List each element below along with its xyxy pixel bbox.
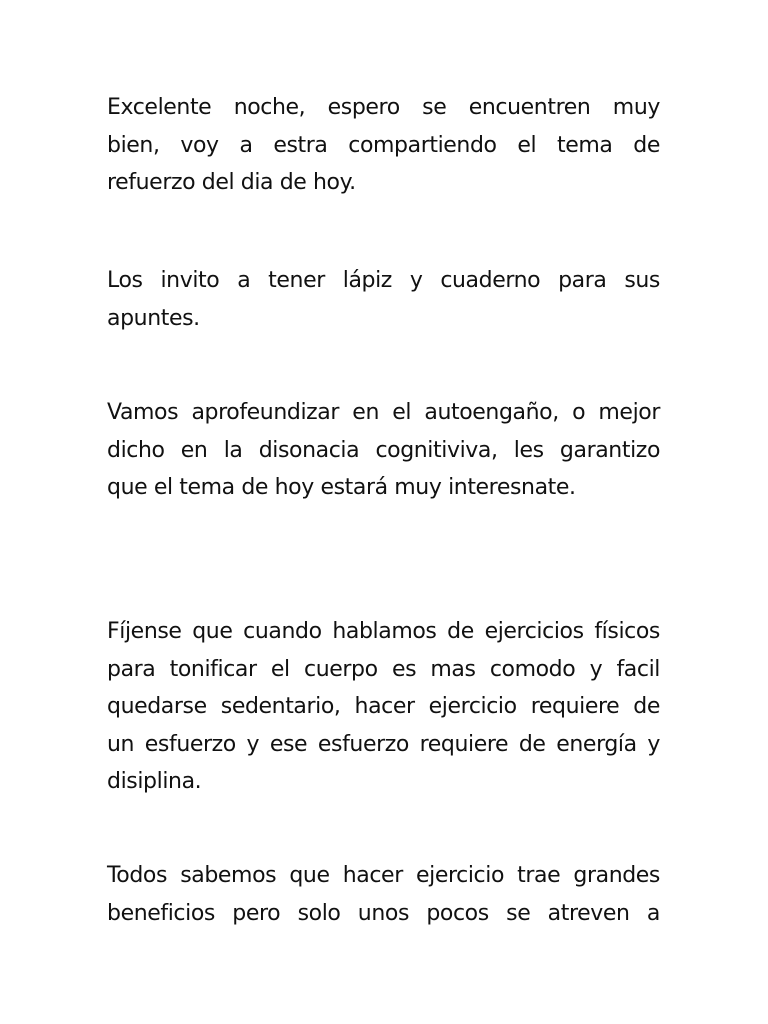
text-line: Excelente noche, espero se encuentren muy xyxy=(107,95,660,120)
paragraph-topic xyxy=(107,394,660,507)
text-line: un esfuerzo y ese esfuerzo requiere de energía y xyxy=(107,731,660,757)
text-line: dicho en la disonacia cognitiviva, les garantizo xyxy=(107,437,660,463)
text-line: beneficios pero solo unos pocos se atreven a xyxy=(107,900,660,926)
text-line: apuntes. xyxy=(107,305,200,331)
text-line: quedarse sedentario, hacer ejercicio requiere de xyxy=(107,694,660,719)
text-line: Vamos aprofeundizar en el autoengaño, o mejor xyxy=(107,400,660,425)
text-line: para tonificar el cuerpo es mas comodo y facil xyxy=(107,656,660,682)
paragraph-greeting xyxy=(107,89,660,202)
text-line: bien, voy a estra compartiendo el tema de xyxy=(107,132,660,158)
text-line: Fíjense que cuando hablamos de ejercicios físicos xyxy=(107,619,660,644)
text-line: Los invito a tener lápiz y cuaderno para sus xyxy=(107,268,660,293)
text-line: disiplina. xyxy=(107,769,202,794)
text-line: refuerzo del dia de hoy. xyxy=(107,170,356,195)
text-line: Todos sabemos que hacer ejercicio trae grandes xyxy=(107,863,660,888)
paragraph-exercise xyxy=(107,613,660,801)
paragraph-benefits xyxy=(107,857,660,932)
paragraph-materials xyxy=(107,262,660,337)
text-line: que el tema de hoy estará muy interesnate. xyxy=(107,475,576,500)
